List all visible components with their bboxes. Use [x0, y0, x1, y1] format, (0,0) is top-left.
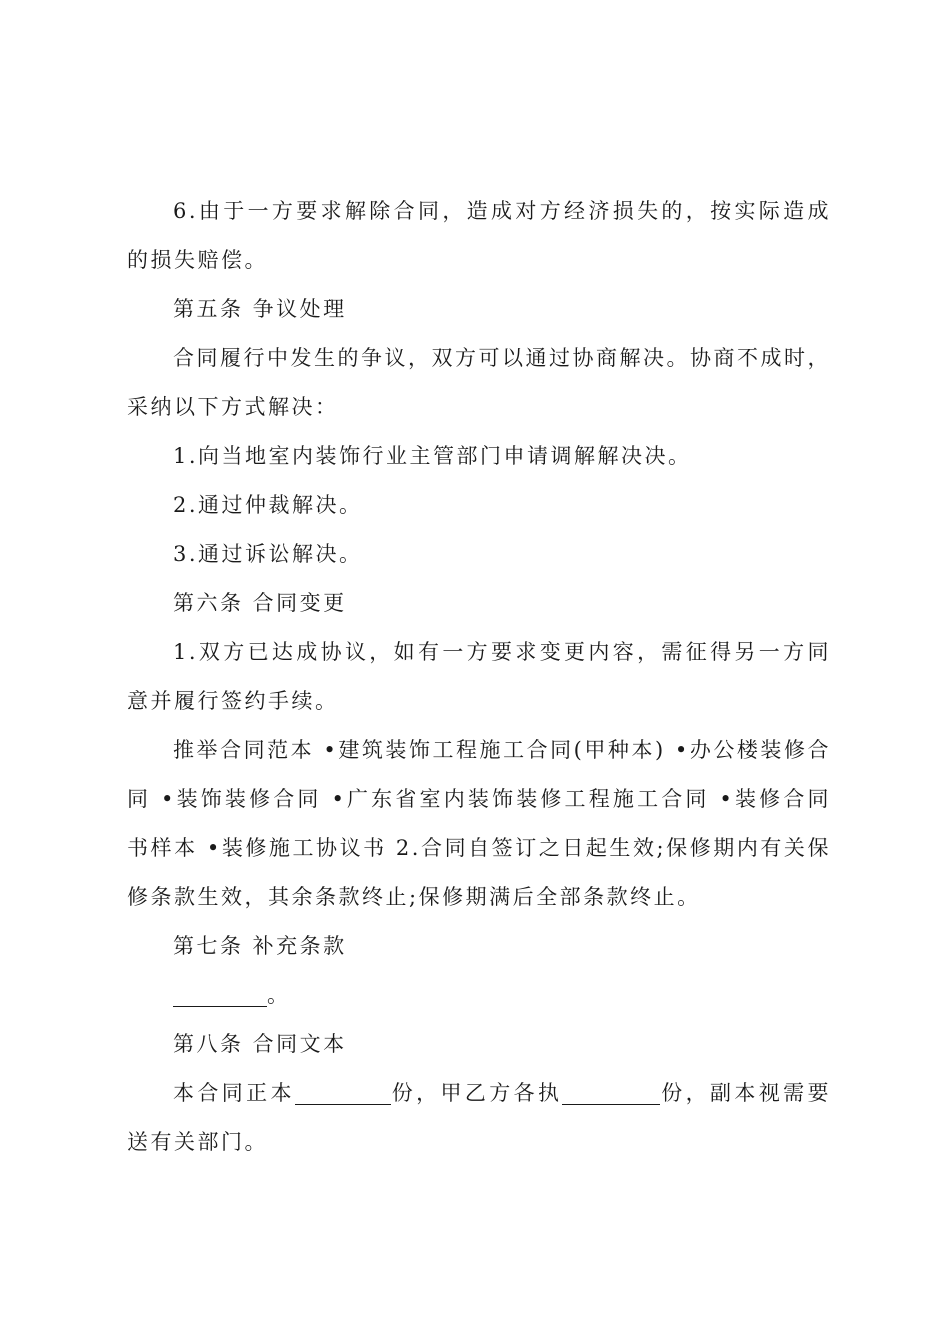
article-6-item-1: 1.双方已达成协议，如有一方要求变更内容，需征得另一方同意并履行签约手续。 — [127, 640, 831, 713]
article-6-heading: 第六条 合同变更 — [173, 591, 347, 615]
fill-in-blank — [173, 984, 267, 1007]
article-8-text-part3: 份，副本视需要送有关部门。 — [127, 1081, 831, 1154]
article-5-item-3: 3.通过诉讼解决。 — [173, 542, 363, 566]
article-5-item-1: 1.向当地室内装饰行业主管部门申请调解解决决。 — [173, 444, 692, 468]
clause-4-item-6: 6.由于一方要求解除合同，造成对方经济损失的，按实际造成的损失赔偿。 — [127, 199, 831, 272]
copies-each-blank — [562, 1082, 660, 1105]
article-7-blank-line — [127, 971, 831, 1020]
article-8-text-part2: 份，甲乙方各执 — [390, 1081, 563, 1105]
article-8-text-part1: 本合同正本 — [173, 1081, 295, 1105]
article-5-item-2: 2.通过仲裁解决。 — [173, 493, 363, 517]
article-5-intro: 合同履行中发生的争议，双方可以通过协商解决。协商不成时，采纳以下方式解决： — [127, 346, 831, 419]
article-8-heading: 第八条 合同文本 — [173, 1032, 347, 1056]
article-8-body — [127, 1069, 831, 1167]
article-7-heading: 第七条 补充条款 — [173, 934, 347, 958]
recommended-templates-paragraph: 推举合同范本 •建筑装饰工程施工合同(甲种本) •办公楼装修合同 •装饰装修合同 •广东省室内装饰装修工程施工合同 •装修合同书样本 •装修施工协议书 2.合同自签订之日起生效;保修期内有关保修条款生效，其余条款终止;保修期满后全部条款终止。 — [127, 738, 831, 909]
article-5-heading: 第五条 争议处理 — [173, 297, 347, 321]
document-body — [127, 187, 831, 1167]
blank-line-period: 。 — [267, 983, 291, 1007]
original-copies-blank — [295, 1082, 391, 1105]
